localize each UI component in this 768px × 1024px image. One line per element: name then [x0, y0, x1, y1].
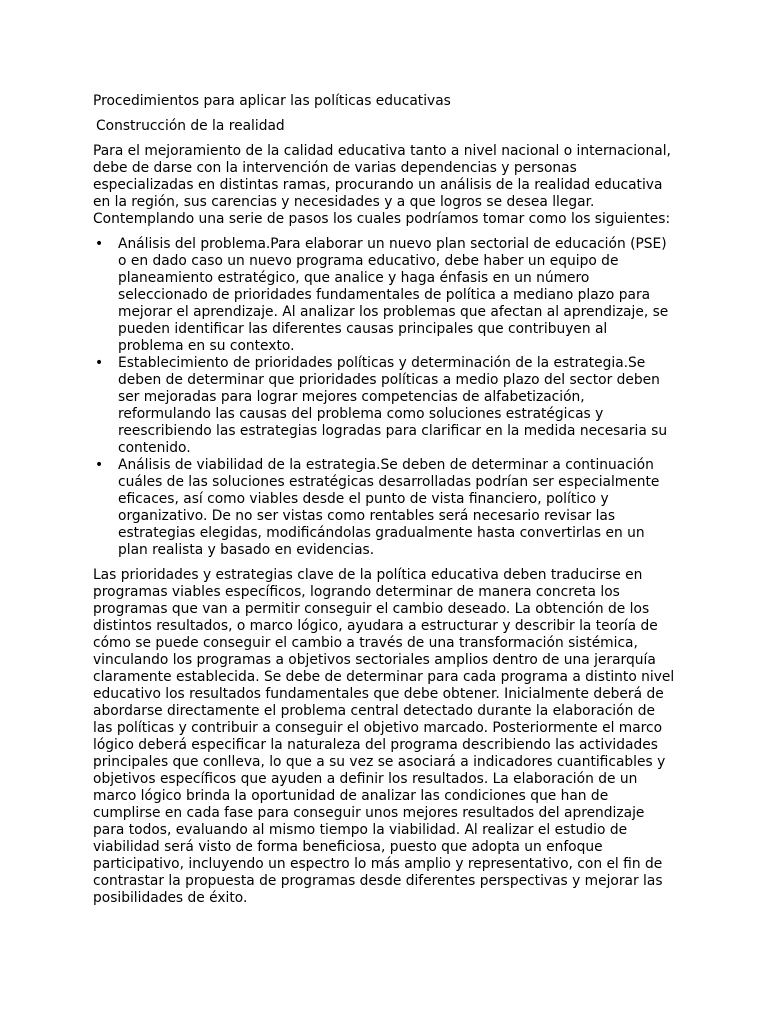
list-item	[93, 236, 676, 355]
document-body	[93, 93, 676, 915]
section-heading: Construcción de la realidad	[96, 118, 285, 134]
closing-paragraph: Las prioridades y estrategias clave de la política educativa deben traducirse en programas viables específicos, logrando determinar de manera concreta los programas que van a permitir conseguir el cambio deseado. La obtención de los distintos resultados, o marco lógico, ayudara a estructurar y describir la teoría de cómo se puede conseguir el cambio a través de una transformación sistémica, vinculando los programas a objetivos sectoriales amplios dentro de una jerarquía claramente establecida. Se debe de determinar para cada programa a distinto nivel educativo los resultados fundamentales que debe obtener. Inicialmente deberá de abordarse directamente el problema central detectado durante la elaboración de las políticas y contribuir a conseguir el objetivo marcado. Posteriormente el marco lógico deberá especificar la naturaleza del programa describiendo las actividades principales que conlleva, lo que a su vez se asociará a indicadores cuantificables y objetivos específicos que ayuden a definir los resultados. La elaboración de un marco lógico brinda la oportunidad de analizar las condiciones que han de cumplirse en cada fase para conseguir unos mejores resultados del aprendizaje para todos, evaluando al mismo tiempo la viabilidad. Al realizar el estudio de viabilidad será visto de forma beneficiosa, puesto que adopta un enfoque participativo, incluyendo un espectro lo más amplio y representativo, con el fin de contrastar la propuesta de programas desde diferentes perspectivas y mejorar las posibilidades de éxito.	[93, 567, 675, 906]
list-item	[93, 355, 676, 457]
list-item	[93, 457, 676, 559]
list-item-text: Análisis de viabilidad de la estrategia.Se deben de determinar a continuación cuáles de las soluciones estratégicas desarrolladas podrían ser especialmente eficaces, así como viables desde el punto de vista financiero, político y organizativo. De no ser vistas como rentables será necesario revisar las estrategias elegidas, modificándolas gradualmente hasta convertirlas en un plan realista y basado en evidencias.	[118, 457, 660, 558]
list-item-text: Establecimiento de prioridades políticas y determinación de la estrategia.Se deben de determinar que prioridades políticas a medio plazo del sector deben ser mejoradas para lograr mejores competencias de alfabetización, reformulando las causas del problema como soluciones estratégicas y reescribiendo las estrategias logradas para clarificar en la medida necesaria su contenido.	[118, 355, 668, 456]
document-title: Procedimientos para aplicar las políticas educativas	[93, 93, 451, 109]
list-item-text: Análisis del problema.Para elaborar un nuevo plan sectorial de educación (PSE) o en dado caso un nuevo programa educativo, debe haber un equipo de planeamiento estratégico, que analice y haga énfasis en un número seleccionado de prioridades fundamentales de política a mediano plazo para mejorar el aprendizaje. Al analizar los problemas que afectan al aprendizaje, se pueden identificar las diferentes causas principales que contribuyen al problema en su contexto.	[118, 236, 669, 354]
bullet-icon: •	[95, 236, 104, 252]
bullet-icon: •	[95, 355, 104, 371]
bullet-list	[93, 236, 676, 559]
bullet-icon: •	[95, 457, 104, 473]
intro-paragraph: Para el mejoramiento de la calidad educativa tanto a nivel nacional o internacional, debe de darse con la intervención de varias dependencias y personas especializadas en distintas ramas, procurando un análisis de la realidad educativa en la región, sus carencias y necesidades y a que logros se desea llegar. Contemplando una serie de pasos los cuales podríamos tomar como los siguientes:	[93, 143, 671, 227]
